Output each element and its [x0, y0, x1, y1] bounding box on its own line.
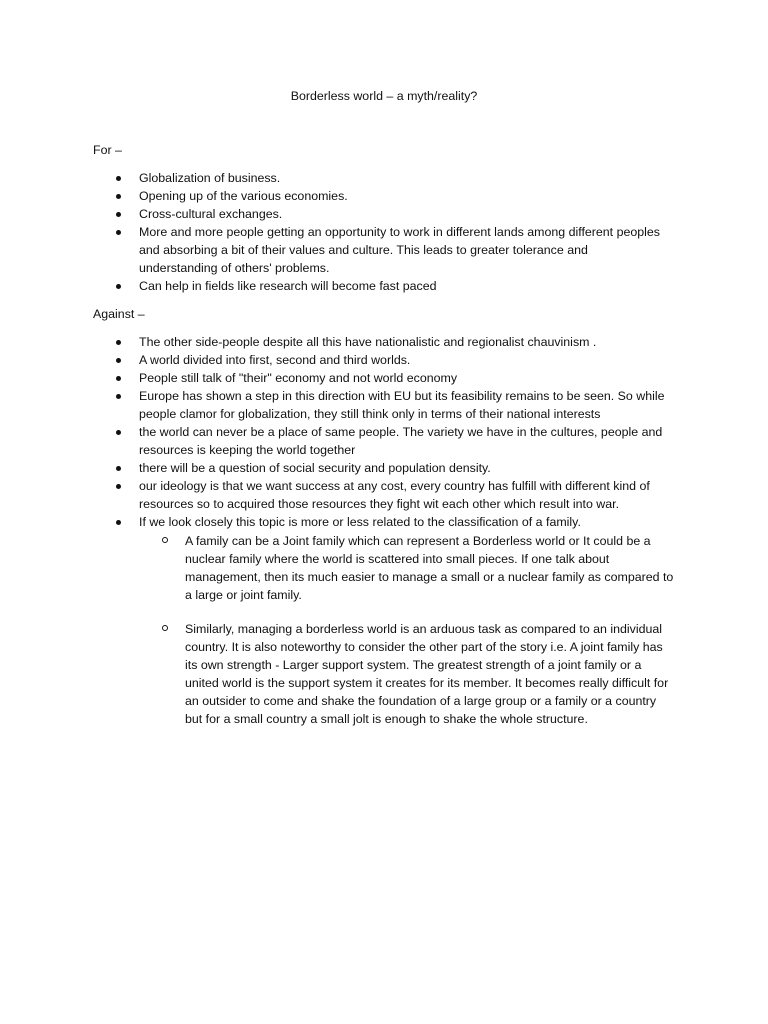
against-list-item [0, 423, 669, 459]
family-point-list [0, 620, 675, 728]
bullet-icon [116, 284, 121, 289]
bullet-icon [116, 230, 121, 235]
for-list-item [0, 205, 669, 223]
list-item-text: If we look closely this topic is more or less related to the classification of a family. [139, 515, 581, 529]
against-list-item [0, 513, 669, 531]
bullet-icon [116, 430, 121, 435]
circle-bullet-icon [162, 625, 168, 631]
bullet-icon [116, 340, 121, 345]
list-item-text: Opening up of the various economies. [139, 189, 348, 203]
family-point-text: A family can be a Joint family which can represent a Borderless world or It could be a nuclear family where the world is scattered into small pieces. If one talk about management, then its much easier to manage a small or a nuclear family as compared to a large or joint family. [185, 534, 674, 602]
bullet-icon [116, 484, 121, 489]
family-point-text: Similarly, managing a borderless world is an arduous task as compared to an individual country. It is also noteworthy to consider the other part of the story i.e. A joint family has its own strength - Larger support system. The greatest strength of a joint family or a united world is the support system it creates for its member. It becomes really difficult for an outsider to come and shake the foundation of a large group or a family or a country but for a small country a small jolt is enough to shake the whole structure. [185, 622, 669, 726]
against-list-item [0, 387, 669, 423]
list-item-text: the world can never be a place of same people. The variety we have in the cultures, people and resources is keeping the world together [139, 425, 663, 457]
against-list-item [0, 459, 669, 477]
against-list [0, 333, 669, 531]
against-list-item [0, 333, 669, 351]
bullet-icon [116, 520, 121, 525]
list-item-text: Europe has shown a step in this direction with EU but its feasibility remains to be seen. So while people clamor for globalization, they still think only in terms of their national interests [139, 389, 665, 421]
against-heading: Against – [93, 307, 145, 321]
against-list-item [0, 369, 669, 387]
list-item-text: Can help in fields like research will become fast paced [139, 279, 437, 293]
bullet-icon [116, 212, 121, 217]
bullet-icon [116, 376, 121, 381]
bullet-icon [116, 466, 121, 471]
list-item-text: there will be a question of social security and population density. [139, 461, 491, 475]
list-item-text: The other side-people despite all this have nationalistic and regionalist chauvinism . [139, 335, 597, 349]
against-list-item [0, 477, 669, 513]
for-heading: For – [93, 143, 122, 157]
list-item-text: People still talk of "their" economy and not world economy [139, 371, 458, 385]
circle-bullet-icon [162, 537, 168, 543]
bullet-icon [116, 176, 121, 181]
family-point-list [0, 532, 675, 604]
bullet-icon [116, 194, 121, 199]
for-list [0, 169, 669, 295]
for-list-item [0, 187, 669, 205]
for-list-item [0, 223, 669, 277]
family-point-item [0, 532, 675, 604]
for-list-item [0, 277, 669, 295]
list-item-text: Cross-cultural exchanges. [139, 207, 283, 221]
for-list-item [0, 169, 669, 187]
list-item-text: Globalization of business. [139, 171, 281, 185]
bullet-icon [116, 394, 121, 399]
list-item-text: More and more people getting an opportunity to work in different lands among different peoples and absorbing a bit of their values and culture. This leads to greater tolerance and understanding of others' problems. [139, 225, 660, 275]
against-list-item [0, 351, 669, 369]
bullet-icon [116, 358, 121, 363]
family-point-item [0, 620, 675, 728]
list-item-text: our ideology is that we want success at any cost, every country has fulfill with different kind of resources so to acquired those resources they fight wit each other which result into war. [139, 479, 650, 511]
document-title: Borderless world – a myth/reality? [290, 89, 478, 103]
list-item-text: A world divided into first, second and third worlds. [139, 353, 411, 367]
